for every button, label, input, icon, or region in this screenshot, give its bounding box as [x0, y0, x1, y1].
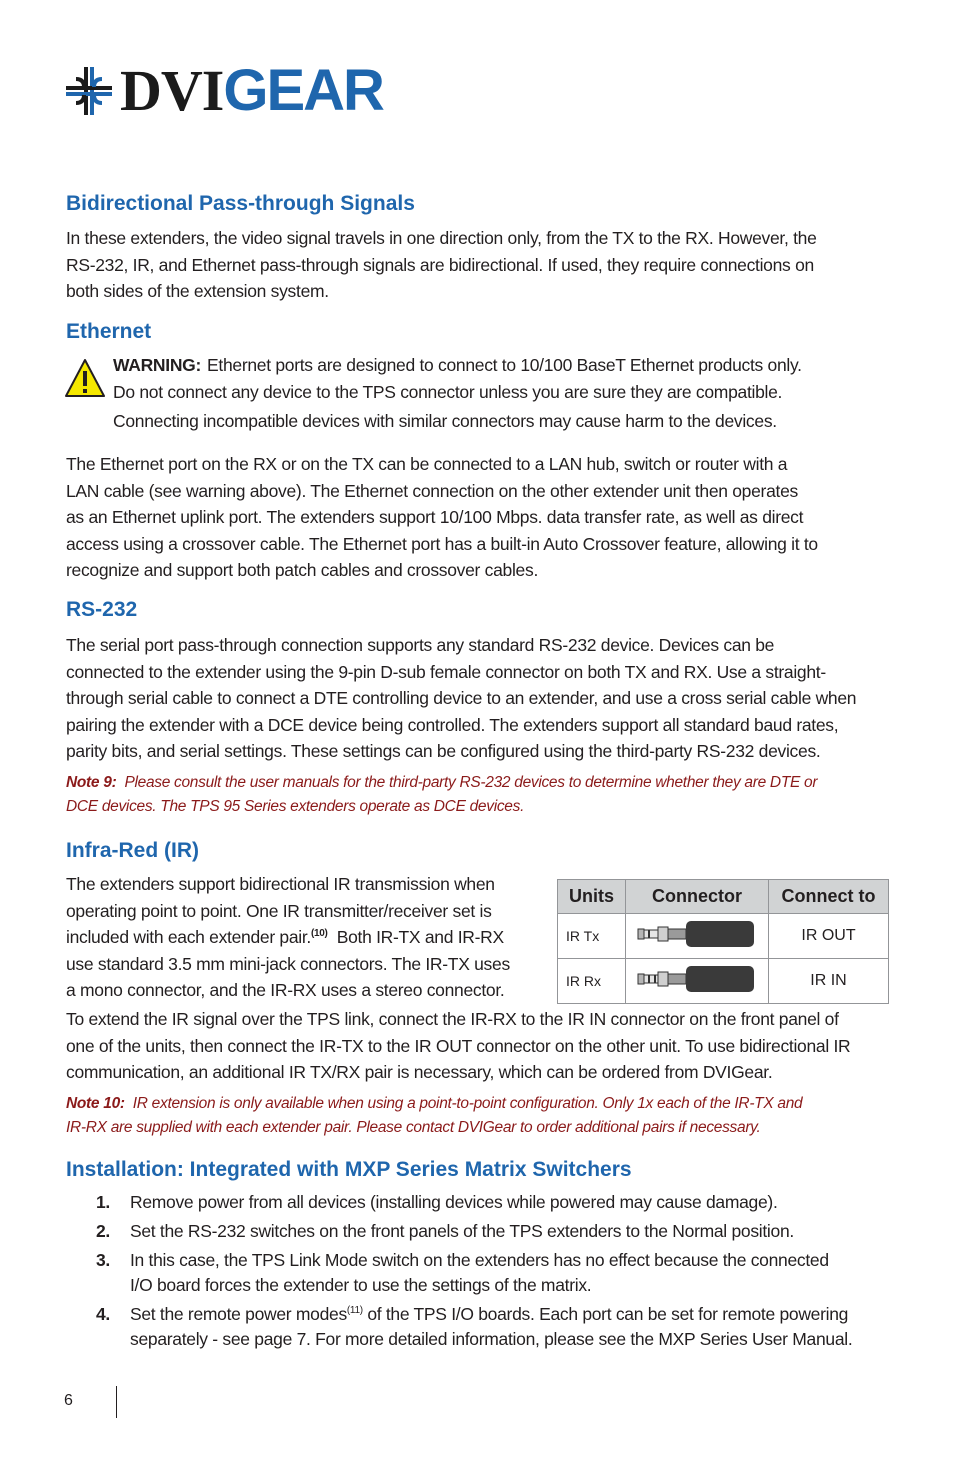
- logo-text-dvi: DVI: [120, 58, 224, 123]
- text-line: connected to the extender using the 9-pin D-sub female connector on both TX and RX. Use a straight-: [66, 661, 826, 682]
- column-header: Units: [558, 880, 626, 914]
- footnote-ref: (10): [311, 928, 328, 940]
- note-label: Note 9:: [66, 774, 117, 791]
- page-number: 6: [64, 1392, 73, 1409]
- rs232-paragraph: [66, 632, 892, 765]
- connector-cell: [626, 914, 769, 959]
- text-line: one of the units, then connect the IR-TX to the IR OUT connector on the other unit. To use bidirectional IR: [66, 1035, 851, 1056]
- heading-ethernet: Ethernet: [66, 320, 152, 343]
- note-line: Please consult the user manuals for the third-party RS-232 devices to determine whether they are DTE or: [124, 774, 818, 791]
- ir-side-paragraph: [66, 871, 536, 1004]
- column-header: Connect to: [769, 880, 889, 914]
- text-line: LAN cable (see warning above). The Ethernet connection on the other extender unit then operates: [66, 480, 798, 501]
- note-10: [66, 1092, 892, 1140]
- text-line: both sides of the extension system.: [66, 281, 329, 301]
- list-item: [66, 1248, 892, 1298]
- step-line: Set the RS-232 switches on the front panels of the TPS extenders to the Normal position.: [130, 1221, 794, 1241]
- heading-ir: Infra-Red (IR): [66, 839, 199, 862]
- note-line: DCE devices. The TPS 95 Series extenders operate as DCE devices.: [66, 798, 525, 815]
- connect-to-cell: IR OUT: [769, 914, 889, 959]
- text-line: RS-232, IR, and Ethernet pass-through signals are bidirectional. If used, they require connections on: [66, 254, 814, 275]
- unit-cell: IR Rx: [558, 959, 626, 1004]
- table-header-row: [558, 880, 889, 914]
- step-line: Set the remote power modes: [130, 1304, 347, 1324]
- text-line: In these extenders, the video signal travels in one direction only, from the TX to the RX. However, the: [66, 228, 817, 248]
- heading-bidirectional: Bidirectional Pass-through Signals: [66, 192, 415, 215]
- page-divider: [116, 1386, 117, 1418]
- text-line: use standard 3.5 mm mini-jack connectors. The IR-TX uses: [66, 953, 510, 974]
- text-line: recognize and support both patch cables and crossover cables.: [66, 560, 538, 580]
- step-line: of the TPS I/O boards. Each port can be set for remote powering: [367, 1304, 849, 1324]
- text-line: access using a crossover cable. The Ethernet port has a built-in Auto Crossover feature, allowing it to: [66, 533, 818, 554]
- step-line: Remove power from all devices (installing devices while powered may cause damage).: [130, 1192, 778, 1212]
- step-number: 3.: [96, 1250, 110, 1270]
- warning-triangle-icon: [64, 358, 106, 398]
- step-line: separately - see page 7. For more detailed information, please see the MXP Series User Manual.: [130, 1329, 853, 1349]
- ir-connector-table: [557, 879, 889, 1004]
- step-line: I/O board forces the extender to use the settings of the matrix.: [130, 1275, 592, 1295]
- warning-label: WARNING:: [113, 355, 202, 375]
- logo-cross-icon: [64, 65, 114, 117]
- text-line: included with each extender pair.: [66, 927, 311, 947]
- ethernet-paragraph: [66, 451, 892, 584]
- note-label: Note 10:: [66, 1095, 125, 1112]
- connect-to-cell: IR IN: [769, 959, 889, 1004]
- ethernet-warning: [113, 352, 802, 435]
- logo-text-gear: GEAR: [223, 58, 383, 123]
- text-line: pairing the extender with a DCE device being controlled. The extenders support all standard baud rates,: [66, 714, 839, 735]
- step-number: 2.: [96, 1221, 110, 1241]
- text-line: The Ethernet port on the RX or on the TX can be connected to a LAN hub, switch or router with a: [66, 454, 788, 474]
- mono-jack-icon: [636, 919, 758, 949]
- warning-line: Connecting incompatible devices with similar connectors may cause harm to the devices.: [113, 411, 777, 431]
- note-line: IR extension is only available when using a point-to-point configuration. Only 1x each of the IR-TX and: [132, 1095, 803, 1112]
- note-9: [66, 771, 892, 819]
- step-number: 1.: [96, 1192, 110, 1212]
- text-line: through serial cable to connect a DTE controlling device to an extender, and use a cross serial cable when: [66, 688, 857, 708]
- text-line: Both IR-TX and IR-RX: [336, 927, 504, 947]
- list-item: [66, 1219, 892, 1244]
- dvigear-logo: [64, 58, 383, 123]
- unit-cell: IR Tx: [558, 914, 626, 959]
- text-line: The serial port pass-through connection supports any standard RS-232 device. Devices can be: [66, 635, 775, 655]
- column-header: Connector: [626, 880, 769, 914]
- step-number: 4.: [96, 1304, 110, 1324]
- warning-line: Ethernet ports are designed to connect to 10/100 BaseT Ethernet products only.: [207, 355, 802, 375]
- note-line: IR-RX are supplied with each extender pair. Please contact DVIGear to order additional pairs if necessary.: [66, 1119, 761, 1136]
- text-line: a mono connector, and the IR-RX uses a stereo connector.: [66, 980, 505, 1000]
- ir-paragraph: [66, 1006, 892, 1086]
- heading-installation: Installation: Integrated with MXP Series Matrix Switchers: [66, 1158, 632, 1181]
- footnote-ref: (11): [346, 1305, 363, 1317]
- stereo-jack-icon: [636, 964, 758, 994]
- text-line: The extenders support bidirectional IR transmission when: [66, 874, 495, 894]
- heading-rs232: RS-232: [66, 598, 138, 621]
- bidirectional-paragraph: [66, 225, 892, 305]
- connector-cell: [626, 959, 769, 1004]
- list-item: [66, 1302, 892, 1352]
- list-item: [66, 1190, 892, 1215]
- text-line: operating point to point. One IR transmitter/receiver set is: [66, 900, 492, 921]
- installation-steps: [66, 1190, 892, 1356]
- text-line: as an Ethernet uplink port. The extenders support 10/100 Mbps. data transfer rate, as well as direct: [66, 507, 804, 527]
- table-row: [558, 914, 889, 959]
- table-row: [558, 959, 889, 1004]
- warning-line: Do not connect any device to the TPS connector unless you are sure they are compatible.: [113, 382, 783, 402]
- text-line: communication, an additional IR TX/RX pair is necessary, which can be ordered from DVIGear.: [66, 1062, 773, 1082]
- text-line: To extend the IR signal over the TPS link, connect the IR-RX to the IR IN connector on the front panel of: [66, 1009, 839, 1029]
- text-line: parity bits, and serial settings. These settings can be configured using the third-party RS-232 devices.: [66, 741, 821, 761]
- step-line: In this case, the TPS Link Mode switch on the extenders has no effect because the connected: [130, 1250, 829, 1270]
